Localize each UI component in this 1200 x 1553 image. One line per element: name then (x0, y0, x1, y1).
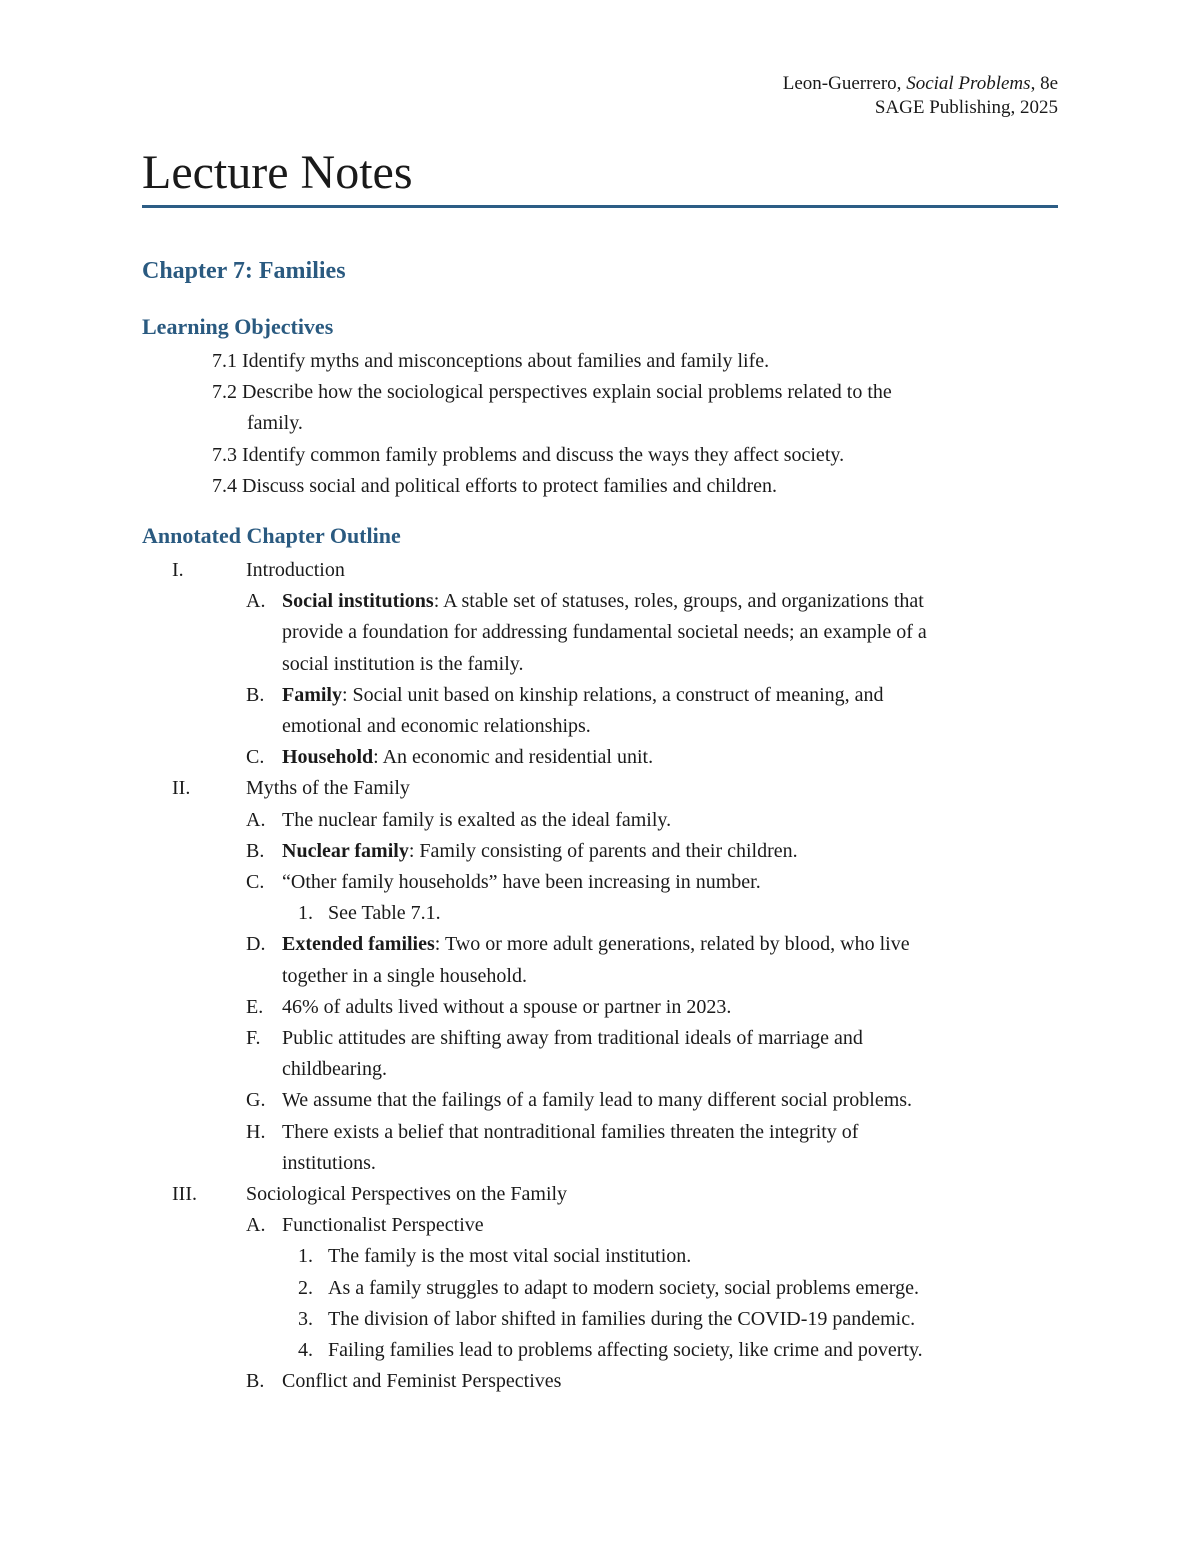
outline-item-line (282, 994, 731, 1020)
outline-subitem-number: 4. (298, 1339, 313, 1361)
outline-subitem-text: Failing families lead to problems affecting society, like crime and poverty. (328, 1339, 923, 1361)
outline-item-text: : Family consisting of parents and their children. (408, 839, 798, 862)
objective-line (212, 442, 844, 468)
outline-item-text: institutions. (282, 1151, 376, 1174)
header-publisher: SAGE Publishing, 2025 (874, 97, 1058, 118)
outline-subitem-text: The division of labor shifted in families during the COVID-19 pandemic. (328, 1307, 916, 1330)
outline-item-line (282, 869, 761, 895)
outline-item-text: Functionalist Perspective (282, 1214, 484, 1237)
page-title: Lecture Notes (142, 146, 413, 199)
objective-number: 7.1 (212, 350, 242, 372)
outline-heading: Annotated Chapter Outline (142, 523, 401, 548)
outline-subitem-text: As a family struggles to adapt to modern society, social problems emerge. (328, 1276, 919, 1299)
outline-item-line (282, 1212, 484, 1238)
outline-item-letter: A. (246, 1214, 266, 1237)
running-header (783, 72, 1058, 120)
outline-item-line (282, 1087, 912, 1113)
outline-item-letter: G. (246, 1089, 266, 1112)
title-divider (142, 205, 1058, 208)
outline-item-text: childbearing. (282, 1058, 387, 1081)
outline-item-text: There exists a belief that nontraditional families threaten the integrity of (282, 1120, 859, 1143)
outline-item-text: : A stable set of statuses, roles, groups, and organizations that (433, 590, 924, 613)
outline-item-line (282, 588, 924, 614)
outline-item-line (282, 744, 653, 770)
outline-item-text: provide a foundation for addressing fundamental societal needs; an example of a (282, 621, 927, 644)
outline-roman-numeral: II. (172, 777, 191, 800)
outline-item-text: : Two or more adult generations, related by blood, who live (434, 933, 910, 956)
outline-item-text: emotional and economic relationships. (282, 715, 591, 737)
chapter-heading: Chapter 7: Families (142, 258, 346, 284)
outline-item-line (282, 807, 671, 833)
outline-item-text: Public attitudes are shifting away from traditional ideals of marriage and (282, 1027, 863, 1049)
outline-subitem-number: 2. (298, 1276, 313, 1299)
outline-item-line (282, 713, 591, 739)
objective-line (212, 473, 777, 499)
objective-number: 7.3 (212, 443, 242, 466)
outline-item-text: “Other family households” have been increasing in number. (282, 871, 761, 893)
outline-item-letter: H. (246, 1120, 266, 1143)
objective-text: Identify myths and misconceptions about families and family life. (242, 350, 770, 372)
outline-item-letter: F. (246, 1027, 261, 1049)
objective-number: 7.2 (212, 381, 242, 404)
outline-item-letter: C. (246, 871, 265, 893)
objective-number: 7.4 (212, 474, 242, 497)
outline-item-letter: A. (246, 808, 266, 831)
outline-item-line (282, 1056, 387, 1082)
header-citation: Leon-Guerrero, Social Problems, 8e (782, 73, 1058, 94)
outline-item-text: 46% of adults lived without a spouse or partner in 2023. (282, 995, 732, 1018)
outline-section-title: Introduction (246, 559, 345, 581)
outline-item-text: : Social unit based on kinship relations, a construct of meaning, and (342, 683, 884, 706)
outline-item-letter: B. (246, 1370, 265, 1393)
outline-section-title: Sociological Perspectives on the Family (246, 1183, 568, 1205)
outline-item-line (282, 963, 527, 989)
outline-item-text: social institution is the family. (282, 652, 524, 675)
outline-term: Extended families (282, 933, 435, 956)
outline-item-text: together in a single household. (282, 964, 527, 987)
outline-subitem-text: See Table 7.1. (328, 902, 441, 925)
outline-item-letter: C. (246, 746, 265, 769)
learning-objectives-heading: Learning Objectives (142, 314, 334, 339)
objective-line (247, 410, 303, 436)
outline-item-text: Conflict and Feminist Perspectives (282, 1370, 562, 1393)
objective-line (212, 379, 892, 405)
outline-item-line (282, 838, 798, 864)
outline-term: Household (282, 746, 374, 769)
outline-subitem-number: 1. (298, 1245, 313, 1268)
outline-item-line (282, 1150, 376, 1176)
outline-item-letter: B. (246, 839, 265, 862)
outline-item-text: We assume that the failings of a family lead to many different social problems. (282, 1089, 913, 1112)
objective-text: Describe how the sociological perspectives explain social problems related to the (242, 381, 892, 404)
objective-text: Identify common family problems and discuss the ways they affect society. (242, 443, 845, 466)
outline-term: Family (282, 683, 342, 706)
outline-roman-numeral: III. (172, 1183, 197, 1205)
outline-item-line (282, 1368, 561, 1394)
outline-item-line (282, 1025, 863, 1051)
outline-item-letter: E. (246, 995, 264, 1018)
outline-item-line (282, 682, 884, 708)
outline-item-line (282, 931, 910, 957)
outline-subitem-number: 3. (298, 1307, 313, 1330)
outline-item-line (282, 619, 927, 645)
objective-text: family. (247, 412, 303, 435)
outline-subitem-text: The family is the most vital social institution. (328, 1245, 692, 1268)
outline-item-letter: B. (246, 683, 265, 706)
objective-text: Discuss social and political efforts to protect families and children. (242, 474, 778, 497)
outline-term: Social institutions (282, 590, 434, 613)
outline-term: Nuclear family (282, 839, 409, 862)
outline-item-text: The nuclear family is exalted as the ideal family. (282, 808, 672, 831)
outline-section-title: Myths of the Family (246, 777, 410, 800)
outline-item-text: : An economic and residential unit. (373, 746, 654, 769)
outline-item-letter: D. (246, 933, 266, 956)
outline-roman-numeral: I. (172, 559, 184, 581)
outline-item-letter: A. (246, 590, 266, 613)
objective-line (212, 348, 769, 374)
outline-subitem-number: 1. (298, 902, 313, 925)
outline-item-line (282, 1119, 858, 1145)
outline-item-line (282, 651, 523, 677)
